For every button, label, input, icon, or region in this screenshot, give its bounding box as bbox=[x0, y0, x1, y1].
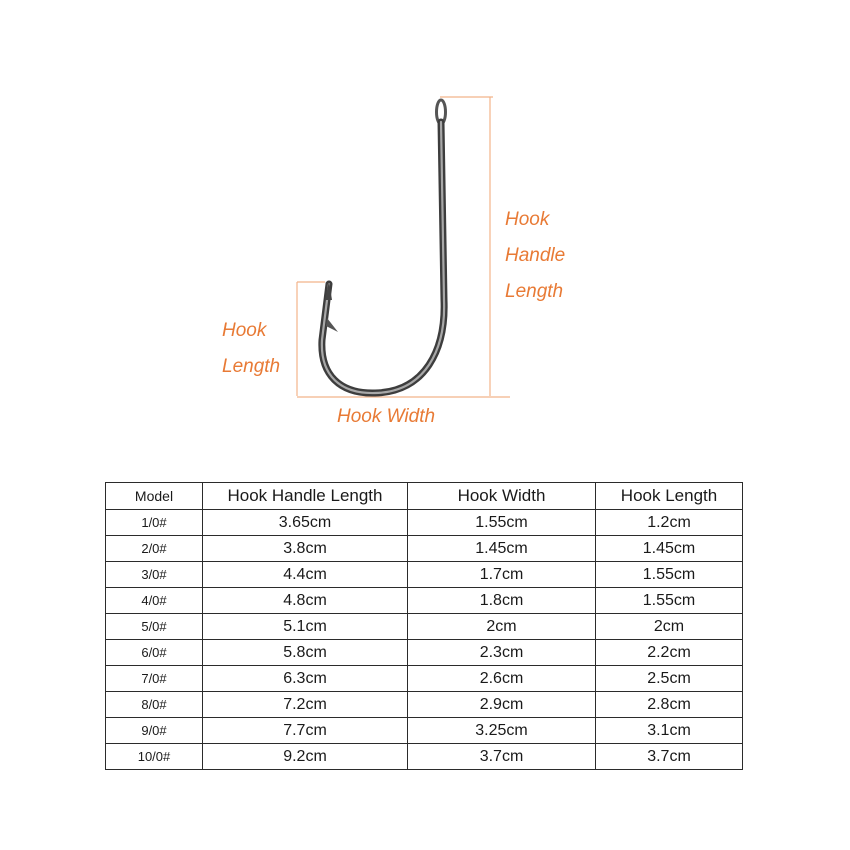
cell-model: 3/0# bbox=[106, 562, 203, 588]
label-hook-width: Hook Width bbox=[337, 406, 436, 427]
cell-model: 2/0# bbox=[106, 536, 203, 562]
cell-handle-length: 4.4cm bbox=[203, 562, 408, 588]
cell-handle-length: 7.2cm bbox=[203, 692, 408, 718]
table-header-row bbox=[106, 483, 743, 510]
cell-width: 1.45cm bbox=[408, 536, 596, 562]
cell-handle-length: 5.8cm bbox=[203, 640, 408, 666]
cell-width: 2.3cm bbox=[408, 640, 596, 666]
cell-length: 2cm bbox=[596, 614, 743, 640]
cell-model: 7/0# bbox=[106, 666, 203, 692]
hook-size-table bbox=[105, 482, 743, 770]
cell-width: 2.9cm bbox=[408, 692, 596, 718]
cell-length: 3.1cm bbox=[596, 718, 743, 744]
header-model: Model bbox=[106, 483, 203, 510]
label-handle-length-line2: Handle bbox=[505, 245, 566, 266]
table-row bbox=[106, 588, 743, 614]
header-hook-width: Hook Width bbox=[408, 483, 596, 510]
table-row bbox=[106, 718, 743, 744]
cell-length: 2.5cm bbox=[596, 666, 743, 692]
fishing-hook-image bbox=[322, 100, 446, 393]
cell-length: 2.8cm bbox=[596, 692, 743, 718]
table-row bbox=[106, 614, 743, 640]
cell-width: 2cm bbox=[408, 614, 596, 640]
table-row bbox=[106, 744, 743, 770]
cell-length: 1.45cm bbox=[596, 536, 743, 562]
cell-model: 5/0# bbox=[106, 614, 203, 640]
cell-width: 1.7cm bbox=[408, 562, 596, 588]
cell-model: 10/0# bbox=[106, 744, 203, 770]
table-row bbox=[106, 536, 743, 562]
cell-handle-length: 6.3cm bbox=[203, 666, 408, 692]
label-handle-length-line3: Length bbox=[505, 281, 564, 302]
cell-width: 1.55cm bbox=[408, 510, 596, 536]
cell-length: 1.55cm bbox=[596, 588, 743, 614]
table-row bbox=[106, 692, 743, 718]
cell-handle-length: 7.7cm bbox=[203, 718, 408, 744]
table-row bbox=[106, 640, 743, 666]
table-row bbox=[106, 510, 743, 536]
cell-model: 6/0# bbox=[106, 640, 203, 666]
cell-handle-length: 5.1cm bbox=[203, 614, 408, 640]
header-hook-handle-length: Hook Handle Length bbox=[203, 483, 408, 510]
cell-width: 3.7cm bbox=[408, 744, 596, 770]
cell-handle-length: 3.8cm bbox=[203, 536, 408, 562]
cell-width: 1.8cm bbox=[408, 588, 596, 614]
cell-model: 4/0# bbox=[106, 588, 203, 614]
cell-handle-length: 3.65cm bbox=[203, 510, 408, 536]
cell-length: 2.2cm bbox=[596, 640, 743, 666]
cell-handle-length: 4.8cm bbox=[203, 588, 408, 614]
table-row bbox=[106, 562, 743, 588]
cell-length: 1.2cm bbox=[596, 510, 743, 536]
cell-width: 2.6cm bbox=[408, 666, 596, 692]
cell-length: 1.55cm bbox=[596, 562, 743, 588]
label-hook-length-line2: Length bbox=[222, 356, 281, 377]
table-row bbox=[106, 666, 743, 692]
header-hook-length: Hook Length bbox=[596, 483, 743, 510]
table-body bbox=[106, 510, 743, 770]
measure-lines bbox=[297, 97, 510, 397]
label-handle-length-line1: Hook bbox=[505, 209, 550, 230]
cell-model: 9/0# bbox=[106, 718, 203, 744]
cell-handle-length: 9.2cm bbox=[203, 744, 408, 770]
label-hook-length-line1: Hook bbox=[222, 320, 267, 341]
cell-length: 3.7cm bbox=[596, 744, 743, 770]
cell-width: 3.25cm bbox=[408, 718, 596, 744]
cell-model: 8/0# bbox=[106, 692, 203, 718]
cell-model: 1/0# bbox=[106, 510, 203, 536]
